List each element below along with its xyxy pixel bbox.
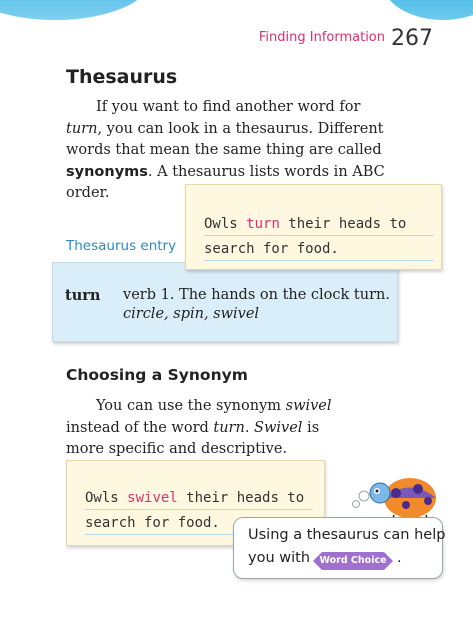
intro-text-1: If you want to find another word for (96, 99, 361, 115)
callout-period: . (397, 550, 402, 566)
intro-word-turn: turn (66, 120, 98, 137)
para2-text-3: . (244, 419, 255, 436)
callout-line-2: you with (248, 550, 311, 566)
note-line-1 (204, 212, 434, 236)
para2-word-turn: turn (213, 419, 245, 436)
note-text: their heads to (279, 216, 407, 232)
para2-text-4: is more specific and descriptive. (66, 419, 320, 457)
example-note-turn (185, 184, 442, 270)
note-text: their heads to (177, 490, 305, 506)
para2-word-swivel-2: Swivel (254, 419, 303, 436)
note-line-2: search for food. (85, 511, 313, 535)
page-title: Thesaurus (66, 66, 178, 88)
highlighted-word-swivel: swivel (127, 490, 178, 506)
para2-word-swivel: swivel (285, 398, 332, 414)
note-line-1 (85, 486, 313, 510)
word-choice-badge-label: Word Choice (319, 555, 387, 566)
entry-synonyms: circle, spin, swivel (123, 306, 260, 322)
ladybug-icon (348, 471, 444, 521)
blue-wave-left (0, 0, 150, 20)
intro-text-2: , you can look in a thesaurus. Different words that mean the same thing are called (66, 120, 384, 158)
intro-text-3: . A thesaurus lists words in ABC order. (66, 163, 385, 201)
synonym-paragraph (66, 396, 356, 461)
word-choice-badge (313, 552, 393, 570)
thesaurus-entry-label: Thesaurus entry (66, 238, 177, 254)
entry-word: turn (65, 287, 101, 304)
blue-wave-right (383, 0, 473, 20)
thesaurus-entry-box (52, 262, 398, 342)
section-header: Finding Information (258, 30, 385, 45)
section-subheading: Choosing a Synonym (66, 366, 248, 384)
note-text: Owls (85, 490, 128, 506)
page-number: 267 (391, 26, 433, 51)
entry-definition: verb 1. The hands on the clock turn. (123, 287, 390, 303)
intro-word-synonyms: synonyms (66, 163, 148, 180)
para2-text-2: instead of the word (66, 419, 214, 436)
note-text: Owls (204, 216, 247, 232)
word-choice-callout (233, 517, 446, 579)
para2-text-1: You can use the synonym (96, 398, 286, 414)
callout-line-1: Using a thesaurus can help (248, 527, 446, 543)
note-line-2: search for food. (204, 237, 434, 261)
highlighted-word-turn: turn (246, 216, 280, 232)
